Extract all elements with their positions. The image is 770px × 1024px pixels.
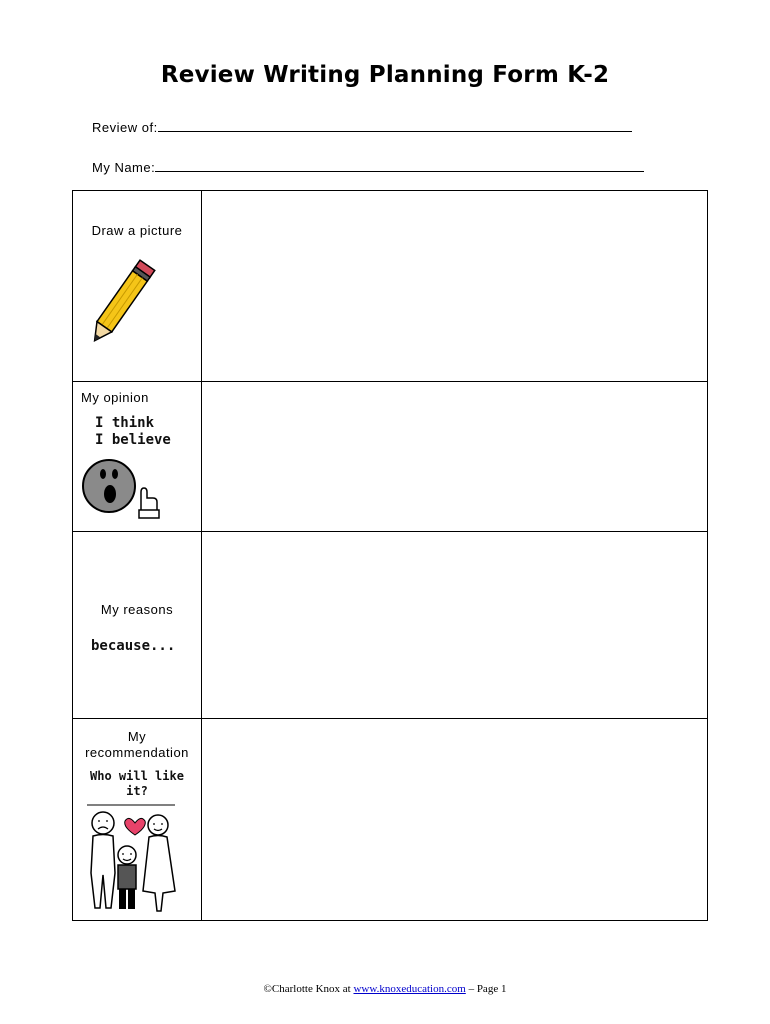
recommendation-handwriting — [87, 769, 187, 799]
pencil-icon — [81, 253, 161, 353]
planning-table — [72, 190, 708, 921]
page-footer — [0, 983, 770, 995]
reasons-handwriting: because... — [91, 638, 176, 654]
my-name-blank-line[interactable] — [155, 159, 644, 172]
recommendation-phrase-line1: Who will like — [90, 769, 184, 783]
my-opinion-label: My opinion — [81, 390, 149, 405]
my-reasons-label: My reasons — [100, 602, 174, 617]
table-row-draw-picture — [73, 191, 707, 382]
footer-copyright: ©Charlotte Knox at — [263, 983, 354, 995]
prompt-cell-my-recommendation — [73, 719, 202, 920]
my-name-field[interactable] — [92, 159, 644, 175]
review-of-label: Review of: — [92, 120, 158, 135]
opinion-writing-area[interactable] — [202, 382, 707, 531]
recommendation-label-line2: recommendation — [85, 745, 189, 760]
opinion-phrase-think: I think — [95, 415, 155, 431]
recommendation-writing-area[interactable] — [202, 719, 707, 920]
footer-link[interactable]: www.knoxeducation.com — [353, 983, 466, 995]
family-icon — [83, 803, 187, 915]
opinion-phrase-believe: I believe — [95, 432, 171, 448]
thinking-face-icon — [79, 452, 165, 522]
my-name-label: My Name: — [92, 160, 156, 175]
opinion-handwriting — [95, 415, 171, 449]
prompt-cell-draw-picture — [73, 191, 202, 381]
table-row-my-reasons — [73, 532, 707, 719]
review-of-field[interactable] — [92, 119, 632, 135]
my-recommendation-label — [73, 729, 201, 761]
recommendation-label-line1: My — [127, 729, 147, 744]
prompt-cell-my-reasons — [73, 532, 202, 718]
page-title: Review Writing Planning Form K-2 — [160, 62, 610, 88]
table-row-my-opinion — [73, 382, 707, 532]
recommendation-phrase-line2: it? — [126, 784, 148, 798]
footer-page-number: – Page 1 — [465, 983, 507, 995]
prompt-cell-my-opinion — [73, 382, 202, 531]
drawing-area[interactable] — [202, 191, 707, 381]
draw-picture-label: Draw a picture — [91, 223, 183, 238]
reasons-writing-area[interactable] — [202, 532, 707, 718]
table-row-my-recommendation — [73, 719, 707, 920]
review-of-blank-line[interactable] — [158, 119, 632, 132]
